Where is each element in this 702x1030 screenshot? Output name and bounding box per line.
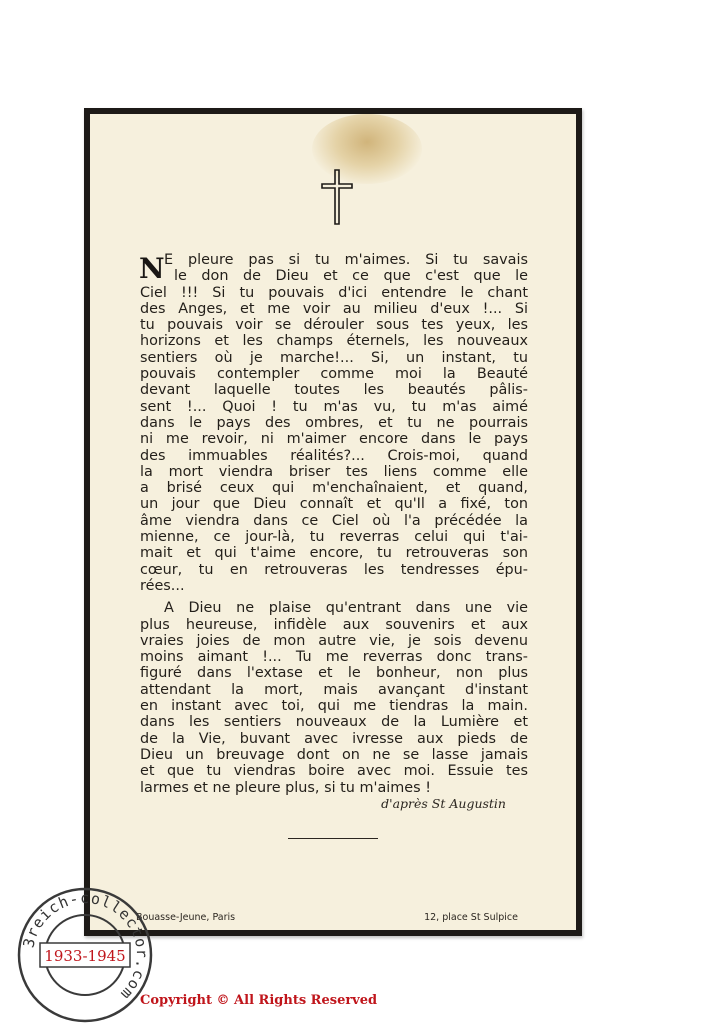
text-line: mait et qui t'aime encore, tu retrouveras son <box>140 545 528 562</box>
stamp-years: 1933-1945 <box>44 947 126 965</box>
text-line: larmes et ne pleure plus, si tu m'aimes ! <box>140 779 431 796</box>
cross-icon <box>320 168 354 226</box>
text-line: E pleure pas si tu m'aimes. Si tu savais <box>164 252 528 268</box>
text-line: sent !... Quoi ! tu m'as vu, tu m'as aimé <box>140 398 528 415</box>
text-line: la mort viendra briser tes liens comme elle <box>140 463 528 480</box>
text-line: devant laquelle toutes les beautés pâlis- <box>140 382 528 399</box>
text-line: Dieu un breuvage dont on ne se lasse jamais <box>140 746 528 763</box>
text-line: plus heureuse, infidèle aux souvenirs et aux <box>140 616 528 633</box>
text-line: Ciel !!! Si tu pouvais d'ici entendre le chant <box>140 284 528 301</box>
poem-text <box>140 252 528 796</box>
text-line: vraies joies de mon autre vie, je sois devenu <box>140 632 528 649</box>
drop-cap: N <box>139 252 165 285</box>
text-line: cœur, tu en retrouveras les tendresses épu- <box>140 561 528 578</box>
text-line: tu pouvais voir se dérouler sous tes yeux, les <box>140 317 528 334</box>
text-line: horizons et les champs éternels, les nouveaux <box>140 333 528 350</box>
text-line: moins aimant !... Tu me reverras donc trans- <box>140 649 528 666</box>
text-line: rées... <box>140 577 185 594</box>
text-line: attendant la mort, mais avançant d'instant <box>140 681 528 698</box>
text-line: A Dieu ne plaise qu'entrant dans une vie <box>164 600 528 617</box>
text-line: ni me revoir, ni m'aimer encore dans le pays <box>140 431 528 448</box>
copyright-notice: Copyright © All Rights Reserved <box>140 993 378 1008</box>
text-line: pouvais contempler comme moi la Beauté <box>140 366 528 383</box>
text-line: sentiers où je marche!... Si, un instant, tu <box>140 349 528 366</box>
text-line: un jour que Dieu connaît et qu'Il a fixé, ton <box>140 496 528 513</box>
publisher-address: 12, place St Sulpice <box>424 912 518 923</box>
publisher-imprint: Bouasse-Jeune, Paris <box>136 912 236 923</box>
text-line: des Anges, et me voir au milieu d'eux !... Si <box>140 300 528 317</box>
text-line: dans le pays des ombres, et tu ne pourrais <box>140 414 528 431</box>
text-line: figuré dans l'extase et le bonheur, non plus <box>140 665 528 682</box>
text-line: mienne, ce jour-là, tu reverras celui qui t'ai- <box>140 529 528 546</box>
attribution: d'après St Augustin <box>381 796 506 811</box>
watermark-stamp <box>10 880 160 1030</box>
text-line: a brisé ceux qui m'enchaînaient, et quand, <box>140 480 528 497</box>
text-line: âme viendra dans ce Ciel où l'a précédée la <box>140 512 528 529</box>
text-line: dans les sentiers nouveaux de la Lumière et <box>140 714 528 731</box>
text-line: de la Vie, buvant avec ivresse aux pieds de <box>140 730 528 747</box>
memorial-card <box>84 108 582 936</box>
divider <box>288 838 378 839</box>
stamp-ring-text: 3reich-collector.com <box>19 888 152 1004</box>
text-line: des immuables réalités?... Crois-moi, quand <box>140 447 528 464</box>
text-line: le don de Dieu et ce que c'est que le <box>174 268 528 285</box>
text-line: en instant avec toi, qui me tiendras la main. <box>140 698 528 715</box>
text-line: et que tu viendras boire avec moi. Essuie tes <box>140 763 528 780</box>
